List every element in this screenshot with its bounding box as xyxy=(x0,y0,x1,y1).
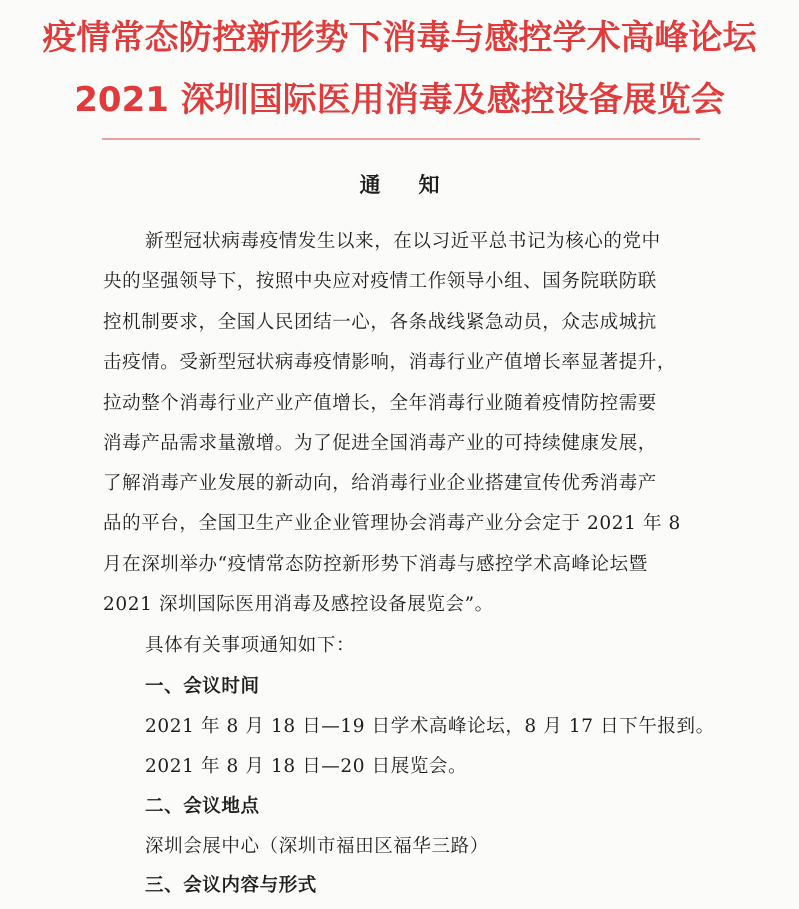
paragraph-line: 央的坚强领导下，按照中央应对疫情工作领导小组、国务院联防联 xyxy=(103,271,657,292)
paragraph-line: 新型冠状病毒疫情发生以来，在以习近平总书记为核心的党中 xyxy=(145,231,661,252)
notice-title: 通知 xyxy=(359,172,478,197)
section-heading-time: 一、会议时间 xyxy=(145,676,260,697)
section-heading-content: 三、会议内容与形式 xyxy=(145,875,317,896)
header-divider xyxy=(102,138,700,140)
section-heading-venue: 二、会议地点 xyxy=(145,796,260,817)
paragraph-line: 击疫情。受新型冠状病毒疫情影响，消毒行业产值增长率显著提升， xyxy=(103,352,677,373)
paragraph-line: 2021 深圳国际医用消毒及感控设备展览会”。 xyxy=(103,594,494,615)
paragraph-line: 拉动整个消毒行业产业产值增长，全年消毒行业随着疫情防控需要 xyxy=(103,393,657,414)
venue-detail: 深圳会展中心（深圳市福田区福华三路） xyxy=(145,836,489,857)
paragraph-line: 控机制要求，全国人民团结一心，各条战线紧急动员，众志成城抗 xyxy=(103,312,657,333)
paragraph-line: 了解消毒产业发展的新动向，给消毒行业企业搭建宣传优秀消毒产 xyxy=(103,473,657,494)
paragraph-line: 月在深圳举办“疫情常态防控新形势下消毒与感控学术高峰论坛暨 xyxy=(103,554,648,575)
time-detail: 2021 年 8 月 18 日—19 日学术高峰论坛，8 月 17 日下午报到。 xyxy=(145,716,715,737)
paragraph-line: 消毒产品需求量激增。为了促进全国消毒产业的可持续健康发展， xyxy=(103,433,657,454)
intro-text: 具体有关事项通知如下： xyxy=(145,635,356,656)
header-title-line-2: 2021 深圳国际医用消毒及感控设备展览会 xyxy=(74,80,725,120)
time-detail: 2021 年 8 月 18 日—20 日展览会。 xyxy=(145,756,468,777)
header-title-line-1: 疫情常态防控新形势下消毒与感控学术高峰论坛 xyxy=(42,18,757,58)
paragraph-line: 品的平台，全国卫生产业企业管理协会消毒产业分会定于 2021 年 8 xyxy=(103,513,681,534)
